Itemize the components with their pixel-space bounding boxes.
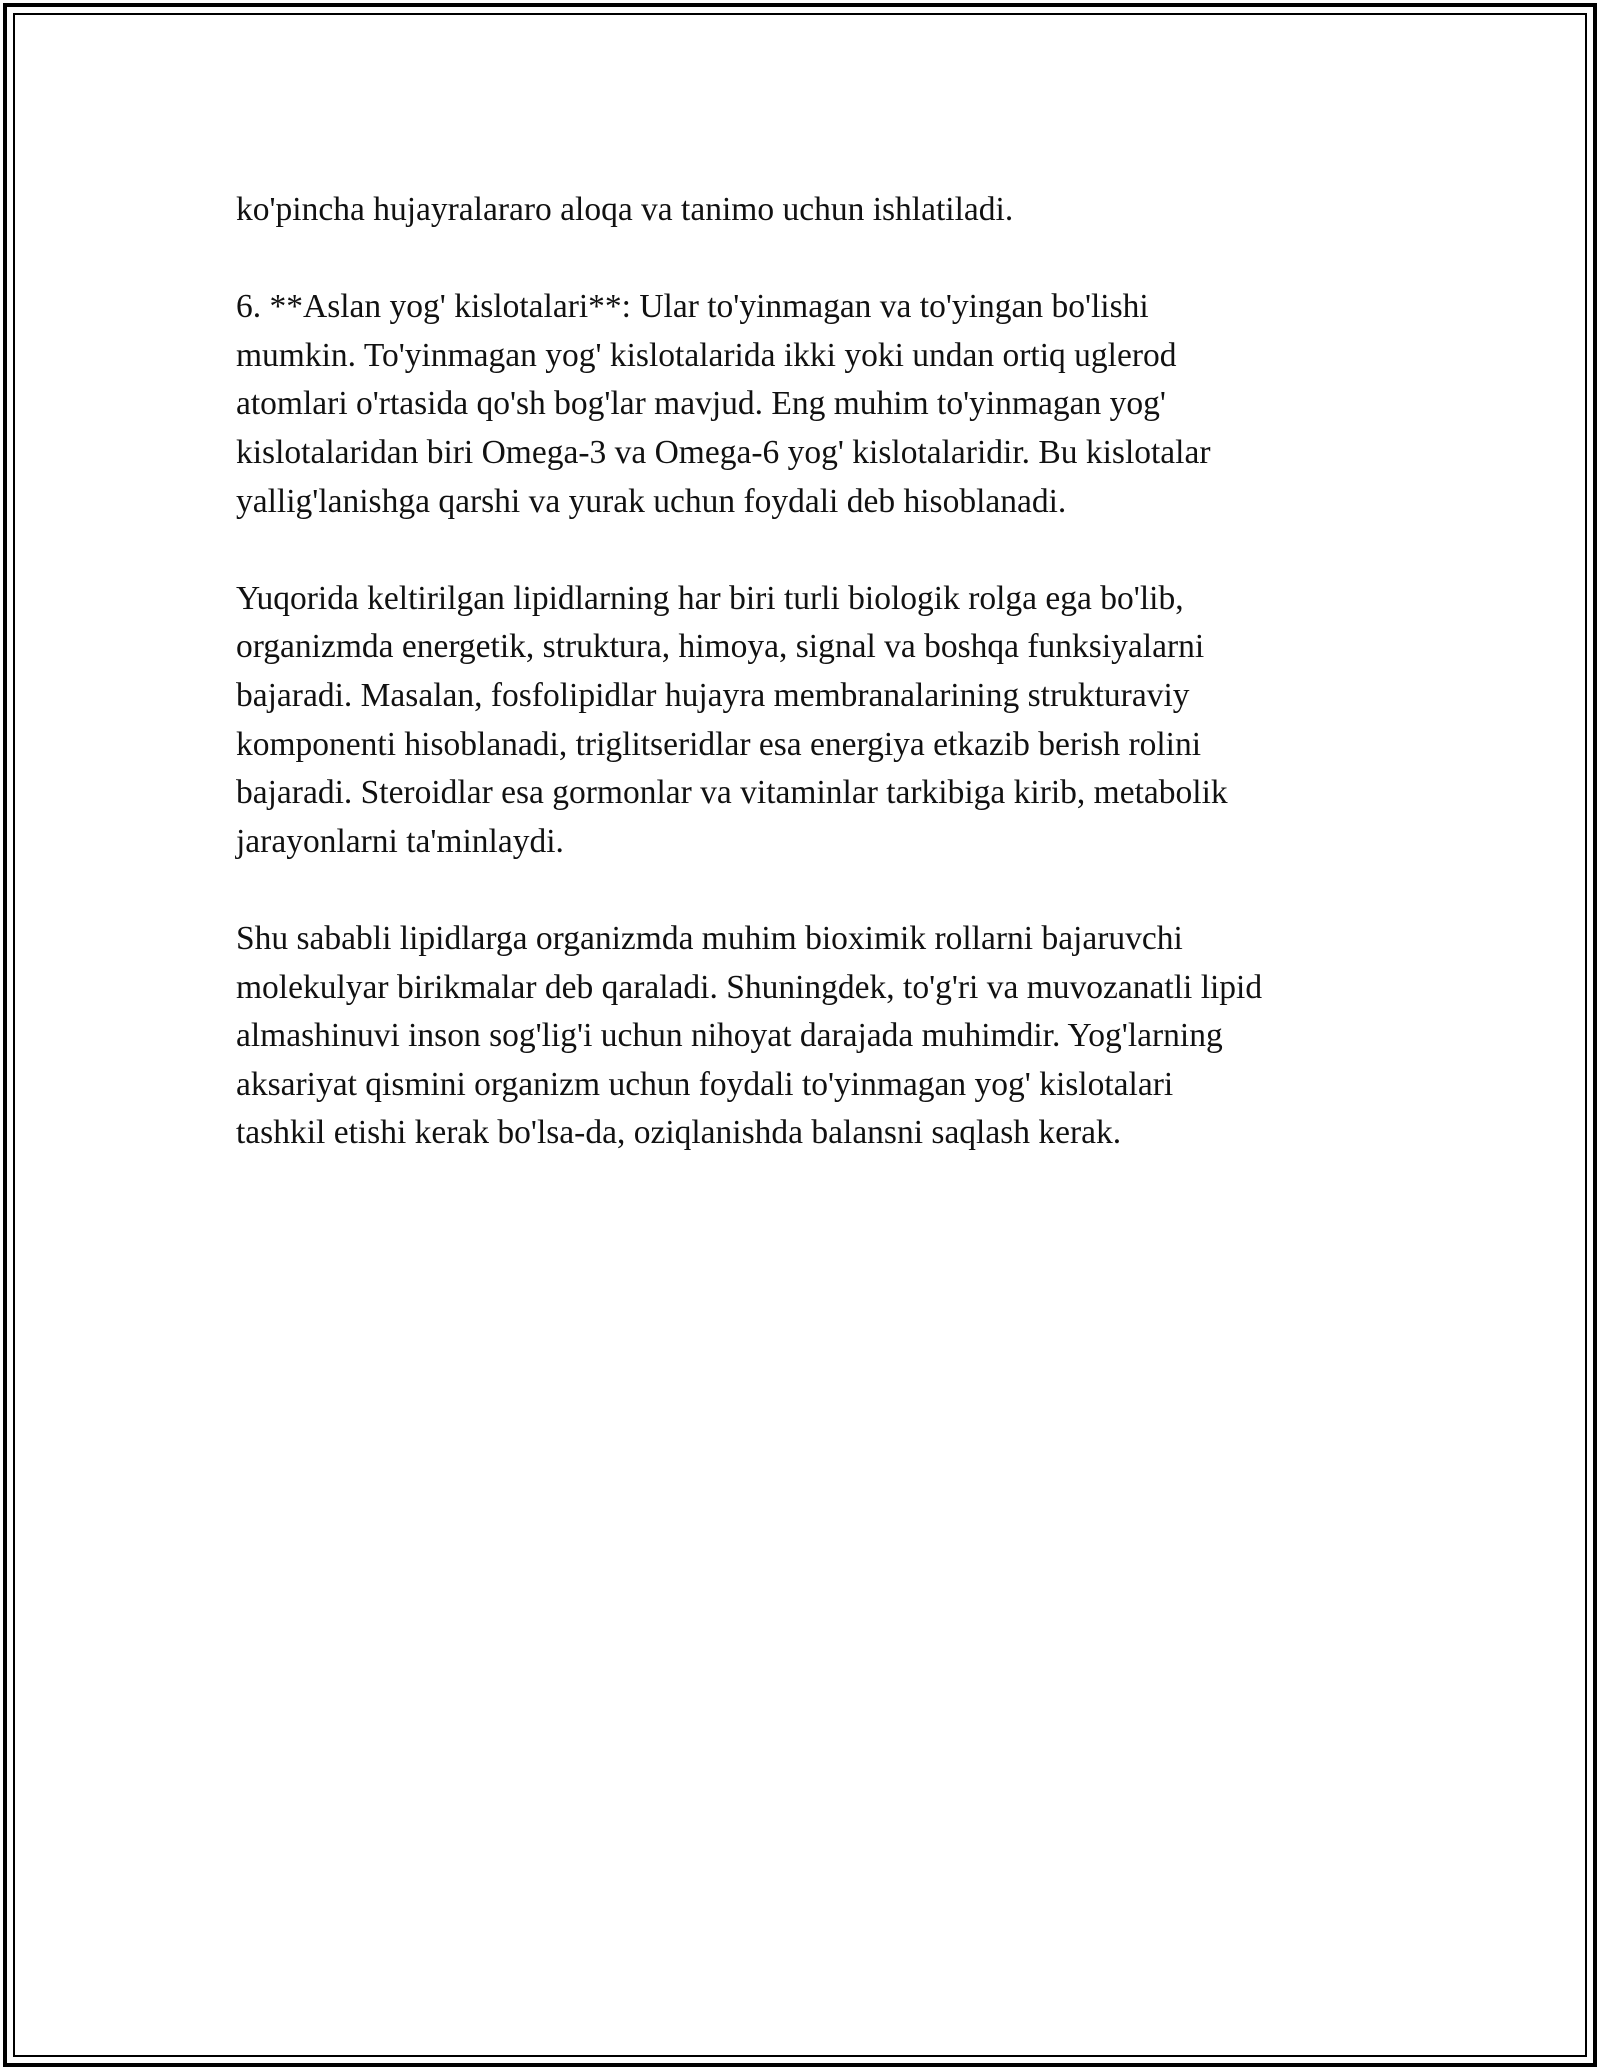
paragraph-1: ko'pincha hujayralararo aloqa va tanimo uchun ishlatiladi.	[236, 191, 1014, 228]
document-body	[236, 186, 1366, 1206]
paragraph-3: Yuqorida keltirilgan lipidlarning har biri turli biologik rolga ega bo'lib, organizmda energetik, struktura, himoya, signal va boshqa funksiyalarni bajaradi. Masalan, fosfolipidlar hujayra membranalarining strukturaviy komponenti hisoblanadi, triglitseridlar esa energiya etkazib berish rolini bajaradi. Steroidlar esa gormonlar va vitaminlar tarkibiga kirib, metabolik jarayonlarni ta'minlaydi.	[236, 579, 1228, 860]
paragraph-4: Shu sababli lipidlarga organizmda muhim bioximik rollarni bajaruvchi molekulyar birikmalar deb qaraladi. Shuningdek, to'g'ri va muvozanatli lipid almashinuvi inson sog'lig'i uchun nihoyat darajada muhimdir. Yog'larning aksariyat qismini organizm uchun foydali to'yinmagan yog' kislotalari tashkil etishi kerak bo'lsa-da, oziqlanishda balansni saqlash kerak.	[236, 919, 1263, 1152]
paragraph-2: 6. **Aslan yog' kislotalari**: Ular to'yinmagan va to'yingan bo'lishi mumkin. To'yinmagan yog' kislotalarida ikki yoki undan ortiq uglerod atomlari o'rtasida qo'sh bog'lar mavjud. Eng muhim to'yinmagan yog' kislotalaridan biri Omega-3 va Omega-6 yog' kislotalaridir. Bu kislotalar yallig'lanishga qarshi va yurak uchun foydali deb hisoblanadi.	[236, 288, 1211, 520]
